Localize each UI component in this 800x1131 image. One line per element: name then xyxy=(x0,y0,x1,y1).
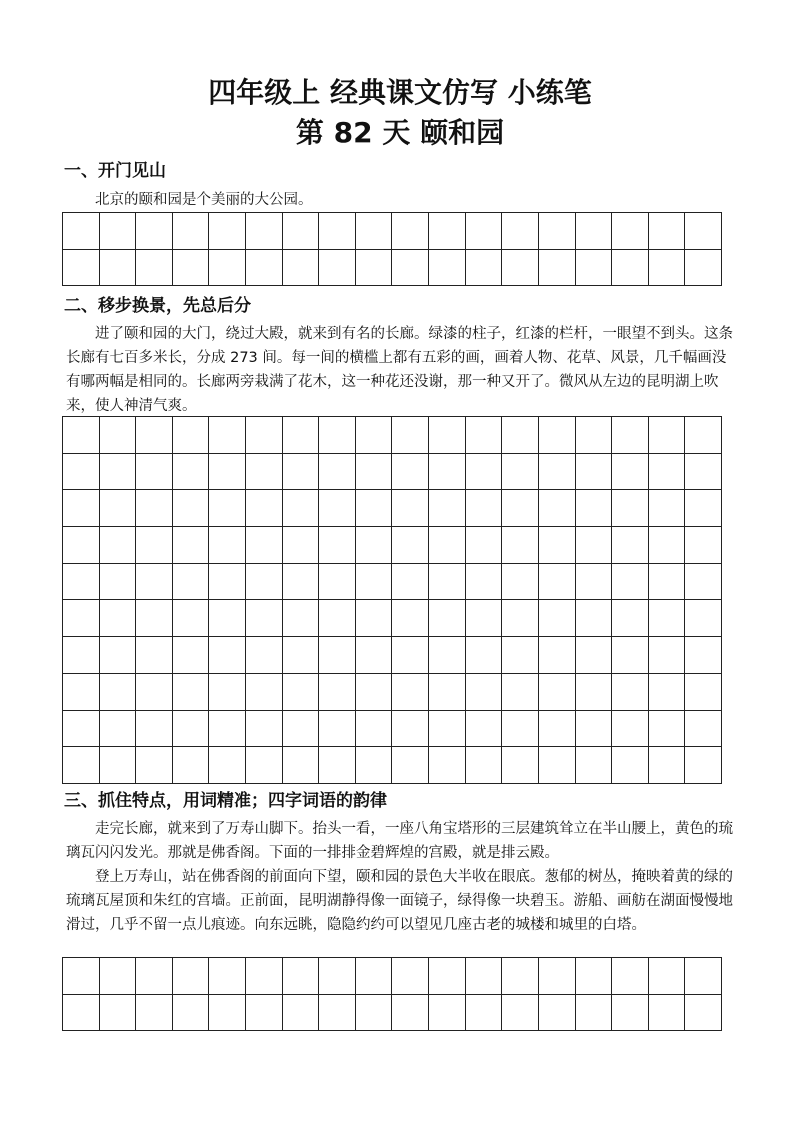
grid-cell[interactable] xyxy=(136,637,173,674)
grid-cell[interactable] xyxy=(685,250,722,287)
grid-cell[interactable] xyxy=(319,250,356,287)
grid-cell[interactable] xyxy=(356,637,393,674)
section-1-text: 北京的颐和园是个美丽的大公园。 xyxy=(95,192,313,208)
grid-cell[interactable] xyxy=(246,250,283,287)
grid-cell[interactable] xyxy=(136,527,173,564)
grid-cell[interactable] xyxy=(392,454,429,491)
grid-cell[interactable] xyxy=(429,747,466,784)
grid-cell[interactable] xyxy=(576,213,613,250)
grid-cell[interactable] xyxy=(209,250,246,287)
grid-cell[interactable] xyxy=(429,600,466,637)
grid-cell[interactable] xyxy=(685,527,722,564)
grid-cell[interactable] xyxy=(466,674,503,711)
grid-cell[interactable] xyxy=(392,417,429,454)
grid-cell[interactable] xyxy=(356,564,393,601)
grid-cell[interactable] xyxy=(173,527,210,564)
grid-cell[interactable] xyxy=(612,747,649,784)
grid-cell[interactable] xyxy=(319,454,356,491)
grid-cell[interactable] xyxy=(612,417,649,454)
grid-cell[interactable] xyxy=(319,213,356,250)
grid-cell[interactable] xyxy=(466,995,503,1032)
section-2-text: 进了颐和园的大门，绕过大殿，就来到有名的长廊。绿漆的柱子，红漆的栏杆，一眼望不到头。这条长廊有七百多米长，分成 273 间。每一间的横槛上都有五彩的画，画着人物、花草、风景，几千幅画没有哪两幅是相同的。长廊两旁栽满了花木，这一种花还没谢，那一种又开了。微风从左边的昆明湖上吹来，使人神清气爽。 xyxy=(66,326,733,414)
grid-cell[interactable] xyxy=(356,417,393,454)
grid-cell[interactable] xyxy=(649,711,686,748)
grid-cell[interactable] xyxy=(502,417,539,454)
grid-cell[interactable] xyxy=(356,213,393,250)
grid-cell[interactable] xyxy=(466,747,503,784)
grid-cell[interactable] xyxy=(502,711,539,748)
grid-cell[interactable] xyxy=(356,995,393,1032)
grid-cell[interactable] xyxy=(685,674,722,711)
grid-cell[interactable] xyxy=(502,564,539,601)
grid-cell[interactable] xyxy=(319,600,356,637)
grid-cell[interactable] xyxy=(246,600,283,637)
grid-cell[interactable] xyxy=(319,527,356,564)
grid-cell[interactable] xyxy=(612,213,649,250)
grid-cell[interactable] xyxy=(392,250,429,287)
grid-cell[interactable] xyxy=(283,747,320,784)
grid-cell[interactable] xyxy=(502,490,539,527)
grid-cell[interactable] xyxy=(100,637,137,674)
grid-cell[interactable] xyxy=(283,564,320,601)
grid-cell[interactable] xyxy=(539,527,576,564)
grid-cell[interactable] xyxy=(283,527,320,564)
grid-cell[interactable] xyxy=(429,711,466,748)
grid-cell[interactable] xyxy=(649,637,686,674)
grid-cell[interactable] xyxy=(63,417,100,454)
grid-cell[interactable] xyxy=(356,527,393,564)
grid-cell[interactable] xyxy=(63,527,100,564)
grid-cell[interactable] xyxy=(685,213,722,250)
grid-cell[interactable] xyxy=(429,213,466,250)
grid-cell[interactable] xyxy=(63,250,100,287)
grid-cell[interactable] xyxy=(466,711,503,748)
grid-cell[interactable] xyxy=(612,637,649,674)
grid-cell[interactable] xyxy=(429,454,466,491)
grid-cell[interactable] xyxy=(502,674,539,711)
grid-cell[interactable] xyxy=(649,995,686,1032)
grid-cell[interactable] xyxy=(136,674,173,711)
grid-cell[interactable] xyxy=(539,490,576,527)
grid-cell[interactable] xyxy=(685,637,722,674)
grid-cell[interactable] xyxy=(136,747,173,784)
grid-cell[interactable] xyxy=(173,711,210,748)
writing-grid-2[interactable] xyxy=(62,416,722,784)
grid-cell[interactable] xyxy=(502,747,539,784)
grid-cell[interactable] xyxy=(136,958,173,995)
grid-cell[interactable] xyxy=(283,417,320,454)
writing-grid-3[interactable] xyxy=(62,957,722,1031)
grid-cell[interactable] xyxy=(685,711,722,748)
grid-cell[interactable] xyxy=(576,527,613,564)
grid-cell[interactable] xyxy=(612,600,649,637)
grid-cell[interactable] xyxy=(209,417,246,454)
grid-cell[interactable] xyxy=(685,454,722,491)
grid-cell[interactable] xyxy=(576,250,613,287)
grid-cell[interactable] xyxy=(539,637,576,674)
grid-cell[interactable] xyxy=(502,995,539,1032)
grid-cell[interactable] xyxy=(685,600,722,637)
grid-cell[interactable] xyxy=(502,250,539,287)
grid-cell[interactable] xyxy=(100,958,137,995)
grid-cell[interactable] xyxy=(173,417,210,454)
grid-cell[interactable] xyxy=(173,958,210,995)
grid-cell[interactable] xyxy=(612,711,649,748)
grid-cell[interactable] xyxy=(356,958,393,995)
grid-cell[interactable] xyxy=(429,490,466,527)
grid-cell[interactable] xyxy=(392,600,429,637)
grid-cell[interactable] xyxy=(246,711,283,748)
grid-cell[interactable] xyxy=(63,600,100,637)
grid-cell[interactable] xyxy=(392,958,429,995)
grid-cell[interactable] xyxy=(100,564,137,601)
grid-cell[interactable] xyxy=(685,995,722,1032)
grid-cell[interactable] xyxy=(539,674,576,711)
grid-cell[interactable] xyxy=(392,674,429,711)
grid-cell[interactable] xyxy=(209,637,246,674)
section-3-text-1: 走完长廊，就来到了万寿山脚下。抬头一看，一座八角宝塔形的三层建筑耸立在半山腰上，黄色的琉璃瓦闪闪发光。那就是佛香阁。下面的一排排金碧辉煌的宫殿，就是排云殿。 xyxy=(66,821,733,861)
grid-cell[interactable] xyxy=(63,637,100,674)
grid-cell[interactable] xyxy=(100,527,137,564)
grid-cell[interactable] xyxy=(283,637,320,674)
grid-cell[interactable] xyxy=(429,637,466,674)
grid-cell[interactable] xyxy=(209,600,246,637)
section-2-heading: 二、移步换景，先总后分 xyxy=(64,296,251,316)
grid-cell[interactable] xyxy=(246,637,283,674)
grid-cell[interactable] xyxy=(63,674,100,711)
grid-cell[interactable] xyxy=(63,747,100,784)
grid-cell[interactable] xyxy=(283,958,320,995)
grid-cell[interactable] xyxy=(392,995,429,1032)
grid-cell[interactable] xyxy=(173,213,210,250)
grid-cell[interactable] xyxy=(466,490,503,527)
grid-cell[interactable] xyxy=(649,958,686,995)
grid-cell[interactable] xyxy=(319,958,356,995)
grid-cell[interactable] xyxy=(612,490,649,527)
grid-cell[interactable] xyxy=(429,958,466,995)
grid-cell[interactable] xyxy=(283,250,320,287)
grid-cell[interactable] xyxy=(685,747,722,784)
grid-cell[interactable] xyxy=(649,564,686,601)
grid-cell[interactable] xyxy=(612,527,649,564)
grid-cell[interactable] xyxy=(209,711,246,748)
grid-cell[interactable] xyxy=(576,711,613,748)
grid-cell[interactable] xyxy=(576,417,613,454)
grid-cell[interactable] xyxy=(319,711,356,748)
grid-cell[interactable] xyxy=(246,213,283,250)
grid-cell[interactable] xyxy=(283,674,320,711)
grid-cell[interactable] xyxy=(209,490,246,527)
grid-cell[interactable] xyxy=(100,454,137,491)
grid-cell[interactable] xyxy=(356,490,393,527)
grid-cell[interactable] xyxy=(612,454,649,491)
grid-cell[interactable] xyxy=(209,213,246,250)
grid-cell[interactable] xyxy=(649,454,686,491)
grid-cell[interactable] xyxy=(356,747,393,784)
grid-cell[interactable] xyxy=(283,454,320,491)
grid-cell[interactable] xyxy=(612,564,649,601)
grid-cell[interactable] xyxy=(63,454,100,491)
grid-cell[interactable] xyxy=(246,490,283,527)
grid-cell[interactable] xyxy=(100,995,137,1032)
grid-cell[interactable] xyxy=(649,600,686,637)
grid-cell[interactable] xyxy=(539,417,576,454)
grid-cell[interactable] xyxy=(356,600,393,637)
grid-cell[interactable] xyxy=(283,600,320,637)
grid-cell[interactable] xyxy=(246,564,283,601)
grid-cell[interactable] xyxy=(502,527,539,564)
grid-cell[interactable] xyxy=(209,958,246,995)
grid-cell[interactable] xyxy=(100,674,137,711)
grid-cell[interactable] xyxy=(649,417,686,454)
grid-cell[interactable] xyxy=(100,250,137,287)
grid-cell[interactable] xyxy=(209,747,246,784)
grid-cell[interactable] xyxy=(136,564,173,601)
grid-cell[interactable] xyxy=(319,637,356,674)
grid-cell[interactable] xyxy=(173,747,210,784)
grid-cell[interactable] xyxy=(576,454,613,491)
grid-cell[interactable] xyxy=(502,454,539,491)
grid-cell[interactable] xyxy=(356,711,393,748)
grid-cell[interactable] xyxy=(209,995,246,1032)
grid-cell[interactable] xyxy=(429,995,466,1032)
grid-cell[interactable] xyxy=(136,213,173,250)
grid-cell[interactable] xyxy=(63,958,100,995)
grid-cell[interactable] xyxy=(100,747,137,784)
grid-cell[interactable] xyxy=(502,600,539,637)
grid-cell[interactable] xyxy=(392,747,429,784)
grid-cell[interactable] xyxy=(576,747,613,784)
grid-cell[interactable] xyxy=(356,454,393,491)
grid-cell[interactable] xyxy=(466,564,503,601)
grid-cell[interactable] xyxy=(539,958,576,995)
grid-cell[interactable] xyxy=(685,564,722,601)
grid-cell[interactable] xyxy=(100,600,137,637)
grid-cell[interactable] xyxy=(246,527,283,564)
grid-cell[interactable] xyxy=(319,747,356,784)
grid-cell[interactable] xyxy=(429,674,466,711)
grid-cell[interactable] xyxy=(173,454,210,491)
grid-cell[interactable] xyxy=(392,637,429,674)
grid-cell[interactable] xyxy=(136,417,173,454)
grid-cell[interactable] xyxy=(502,637,539,674)
grid-cell[interactable] xyxy=(612,674,649,711)
grid-cell[interactable] xyxy=(136,711,173,748)
grid-cell[interactable] xyxy=(283,711,320,748)
grid-cell[interactable] xyxy=(209,454,246,491)
grid-cell[interactable] xyxy=(685,417,722,454)
grid-cell[interactable] xyxy=(576,490,613,527)
writing-grid-1[interactable] xyxy=(62,212,722,286)
grid-cell[interactable] xyxy=(466,213,503,250)
grid-cell[interactable] xyxy=(649,747,686,784)
grid-cell[interactable] xyxy=(429,417,466,454)
grid-cell[interactable] xyxy=(63,490,100,527)
grid-cell[interactable] xyxy=(100,490,137,527)
grid-cell[interactable] xyxy=(539,747,576,784)
grid-cell[interactable] xyxy=(612,995,649,1032)
grid-cell[interactable] xyxy=(136,454,173,491)
grid-cell[interactable] xyxy=(392,213,429,250)
grid-cell[interactable] xyxy=(539,564,576,601)
page-title: 四年级上 经典课文仿写 小练笔 xyxy=(208,76,592,109)
grid-cell[interactable] xyxy=(466,958,503,995)
grid-cell[interactable] xyxy=(246,417,283,454)
grid-cell[interactable] xyxy=(612,250,649,287)
grid-cell[interactable] xyxy=(100,417,137,454)
grid-cell[interactable] xyxy=(319,564,356,601)
grid-cell[interactable] xyxy=(466,454,503,491)
grid-cell[interactable] xyxy=(173,250,210,287)
section-1-heading: 一、开门见山 xyxy=(64,161,166,181)
grid-cell[interactable] xyxy=(576,637,613,674)
grid-cell[interactable] xyxy=(283,213,320,250)
grid-cell[interactable] xyxy=(392,527,429,564)
grid-cell[interactable] xyxy=(392,490,429,527)
grid-cell[interactable] xyxy=(319,490,356,527)
grid-cell[interactable] xyxy=(539,711,576,748)
grid-cell[interactable] xyxy=(429,564,466,601)
grid-cell[interactable] xyxy=(539,995,576,1032)
grid-cell[interactable] xyxy=(466,417,503,454)
grid-cell[interactable] xyxy=(63,213,100,250)
grid-cell[interactable] xyxy=(136,250,173,287)
grid-cell[interactable] xyxy=(209,674,246,711)
grid-cell[interactable] xyxy=(173,637,210,674)
grid-cell[interactable] xyxy=(136,600,173,637)
grid-cell[interactable] xyxy=(429,527,466,564)
grid-cell[interactable] xyxy=(576,674,613,711)
grid-cell[interactable] xyxy=(539,454,576,491)
grid-cell[interactable] xyxy=(246,958,283,995)
grid-cell[interactable] xyxy=(649,674,686,711)
grid-cell[interactable] xyxy=(173,995,210,1032)
grid-cell[interactable] xyxy=(246,674,283,711)
grid-cell[interactable] xyxy=(392,711,429,748)
grid-cell[interactable] xyxy=(539,600,576,637)
grid-cell[interactable] xyxy=(173,564,210,601)
grid-cell[interactable] xyxy=(246,454,283,491)
grid-cell[interactable] xyxy=(466,250,503,287)
grid-cell[interactable] xyxy=(100,213,137,250)
grid-cell[interactable] xyxy=(246,747,283,784)
grid-cell[interactable] xyxy=(685,958,722,995)
grid-cell[interactable] xyxy=(173,490,210,527)
grid-cell[interactable] xyxy=(319,995,356,1032)
grid-cell[interactable] xyxy=(63,711,100,748)
grid-cell[interactable] xyxy=(466,527,503,564)
grid-cell[interactable] xyxy=(649,490,686,527)
grid-cell[interactable] xyxy=(173,600,210,637)
grid-cell[interactable] xyxy=(283,490,320,527)
grid-cell[interactable] xyxy=(612,958,649,995)
grid-cell[interactable] xyxy=(319,674,356,711)
grid-cell[interactable] xyxy=(136,490,173,527)
grid-cell[interactable] xyxy=(283,995,320,1032)
grid-cell[interactable] xyxy=(649,250,686,287)
grid-cell[interactable] xyxy=(63,995,100,1032)
grid-cell[interactable] xyxy=(649,213,686,250)
grid-cell[interactable] xyxy=(100,711,137,748)
grid-cell[interactable] xyxy=(576,564,613,601)
grid-cell[interactable] xyxy=(209,564,246,601)
grid-cell[interactable] xyxy=(649,527,686,564)
section-3-text-2: 登上万寿山，站在佛香阁的前面向下望，颐和园的景色大半收在眼底。葱郁的树丛，掩映着黄的绿的琉璃瓦屋顶和朱红的宫墙。正前面，昆明湖静得像一面镜子，绿得像一块碧玉。游船、画舫在湖面慢慢地滑过，几乎不留一点儿痕迹。向东远眺，隐隐约约可以望见几座古老的城楼和城里的白塔。 xyxy=(66,869,733,933)
grid-cell[interactable] xyxy=(539,213,576,250)
grid-cell[interactable] xyxy=(685,490,722,527)
grid-cell[interactable] xyxy=(209,527,246,564)
grid-cell[interactable] xyxy=(466,600,503,637)
grid-cell[interactable] xyxy=(173,674,210,711)
grid-cell[interactable] xyxy=(246,995,283,1032)
grid-cell[interactable] xyxy=(319,417,356,454)
grid-cell[interactable] xyxy=(429,250,466,287)
grid-cell[interactable] xyxy=(136,995,173,1032)
grid-cell[interactable] xyxy=(63,564,100,601)
grid-cell[interactable] xyxy=(502,958,539,995)
grid-cell[interactable] xyxy=(576,995,613,1032)
page-subtitle: 第 82 天 颐和园 xyxy=(295,116,505,149)
grid-cell[interactable] xyxy=(466,637,503,674)
grid-cell[interactable] xyxy=(539,250,576,287)
section-3-heading: 三、抓住特点，用词精准；四字词语的韵律 xyxy=(64,791,387,811)
grid-cell[interactable] xyxy=(356,674,393,711)
grid-cell[interactable] xyxy=(392,564,429,601)
grid-cell[interactable] xyxy=(356,250,393,287)
grid-cell[interactable] xyxy=(576,600,613,637)
grid-cell[interactable] xyxy=(502,213,539,250)
grid-cell[interactable] xyxy=(576,958,613,995)
